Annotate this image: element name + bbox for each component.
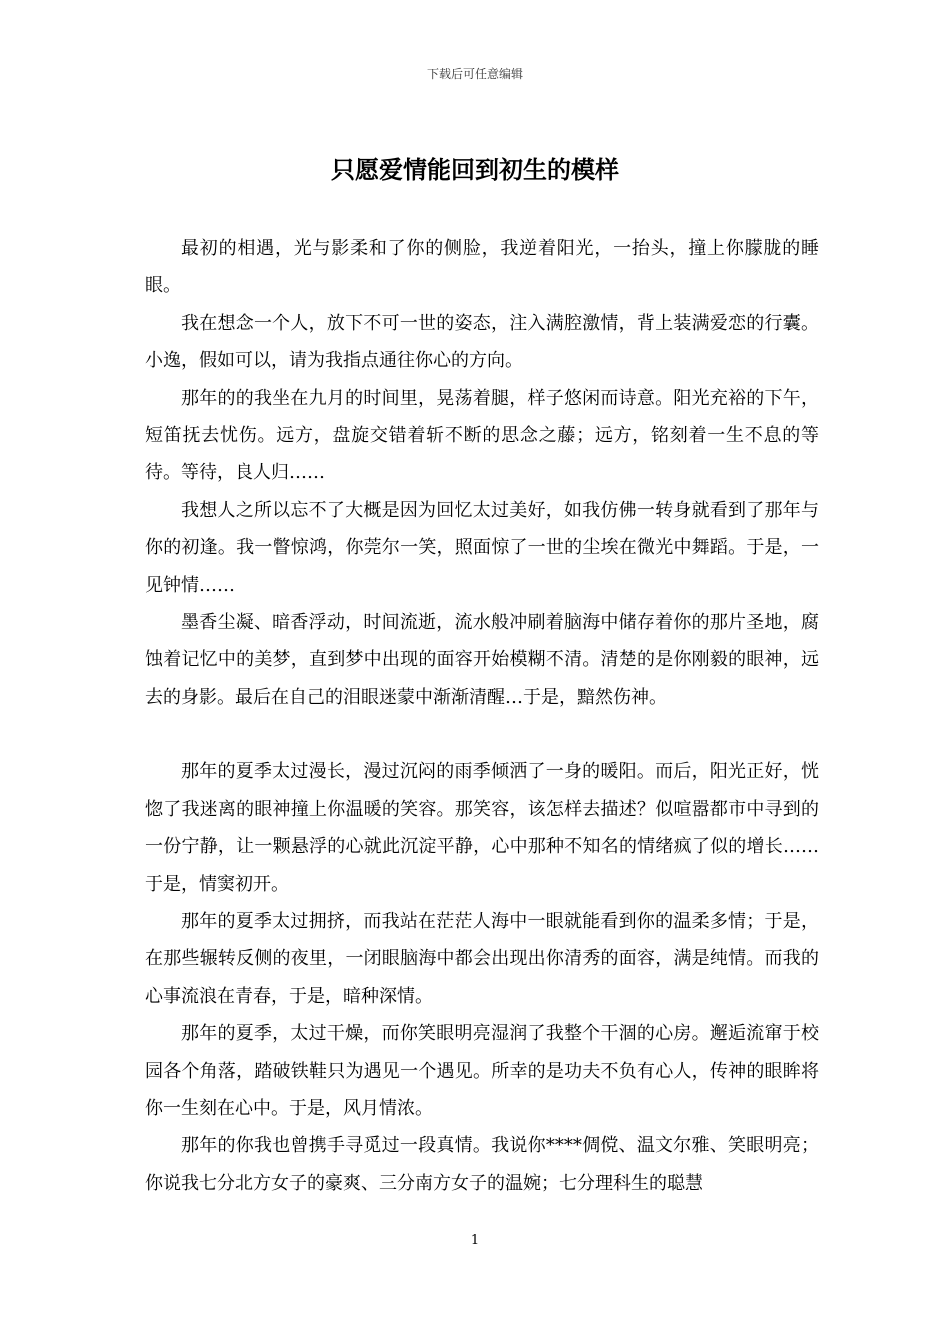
paragraph: 那年的夏季，太过干燥，而你笑眼明亮湿润了我整个干涸的心房。邂逅流窜于校园各个角落，踏破铁鞋只为遇见一个遇见。所幸的是功夫不负有心人，传神的眼眸将你一生刻在心中。于是，风月情浓。 xyxy=(145,1023,819,1119)
page-number: 1 xyxy=(470,1233,480,1248)
paragraph: 墨香尘凝、暗香浮动，时间流逝，流水般冲刷着脑海中储存着你的那片圣地，腐蚀着记忆中的美梦，直到梦中出现的面容开始模糊不清。清楚的是你刚毅的眼神，远去的身影。最后在自己的泪眼迷蒙中渐渐清醒…于是，黯然伤神。 xyxy=(145,612,819,708)
paragraph: 我在想念一个人，放下不可一世的姿态，注入满腔激情，背上装满爱恋的行囊。小逸，假如可以，请为我指点通往你心的方向。 xyxy=(145,312,819,372)
paragraph: 我想人之所以忘不了大概是因为回忆太过美好，如我仿佛一转身就看到了那年与你的初逢。我一瞥惊鸿，你莞尔一笑，照面惊了一世的尘埃在微光中舞蹈。于是，一见钟情…… xyxy=(145,499,819,596)
document-title: 只愿爱情能回到初生的模样 xyxy=(331,155,619,184)
paragraph: 那年的你我也曾携手寻觅过一段真情。我说你****倜傥、温文尔雅、笑眼明亮；你说我七分北方女子的豪爽、三分南方女子的温婉；七分理科生的聪慧 xyxy=(145,1135,819,1194)
paragraph: 那年的夏季太过拥挤，而我站在茫茫人海中一眼就能看到你的温柔多情；于是，在那些辗转反侧的夜里，一闭眼脑海中都会出现出你清秀的面容，满是纯情。而我的心事流浪在青春，于是，暗种深情。 xyxy=(145,910,819,1007)
paragraph: 最初的相遇，光与影柔和了你的侧脸，我逆着阳光，一抬头，撞上你朦胧的睡眼。 xyxy=(145,238,819,297)
paragraph-gap xyxy=(145,716,819,753)
document-body xyxy=(145,230,819,1202)
paragraph: 那年的夏季太过漫长，漫过沉闷的雨季倾洒了一身的暖阳。而后，阳光正好，恍惚了我迷离的眼神撞上你温暖的笑容。那笑容，该怎样去描述？似喧嚣都市中寻到的一份宁静，让一颗悬浮的心就此沉淀平静，心中那种不知名的情绪疯了似的增长……于是，情窦初开。 xyxy=(145,761,819,895)
paragraph: 那年的的我坐在九月的时间里，晃荡着腿，样子悠闲而诗意。阳光充裕的下午，短笛抚去忧伤。远方，盘旋交错着斩不断的思念之藤；远方，铭刻着一生不息的等待。等待，良人归…… xyxy=(145,387,819,484)
page-header: 下载后可任意编辑 xyxy=(426,67,523,81)
